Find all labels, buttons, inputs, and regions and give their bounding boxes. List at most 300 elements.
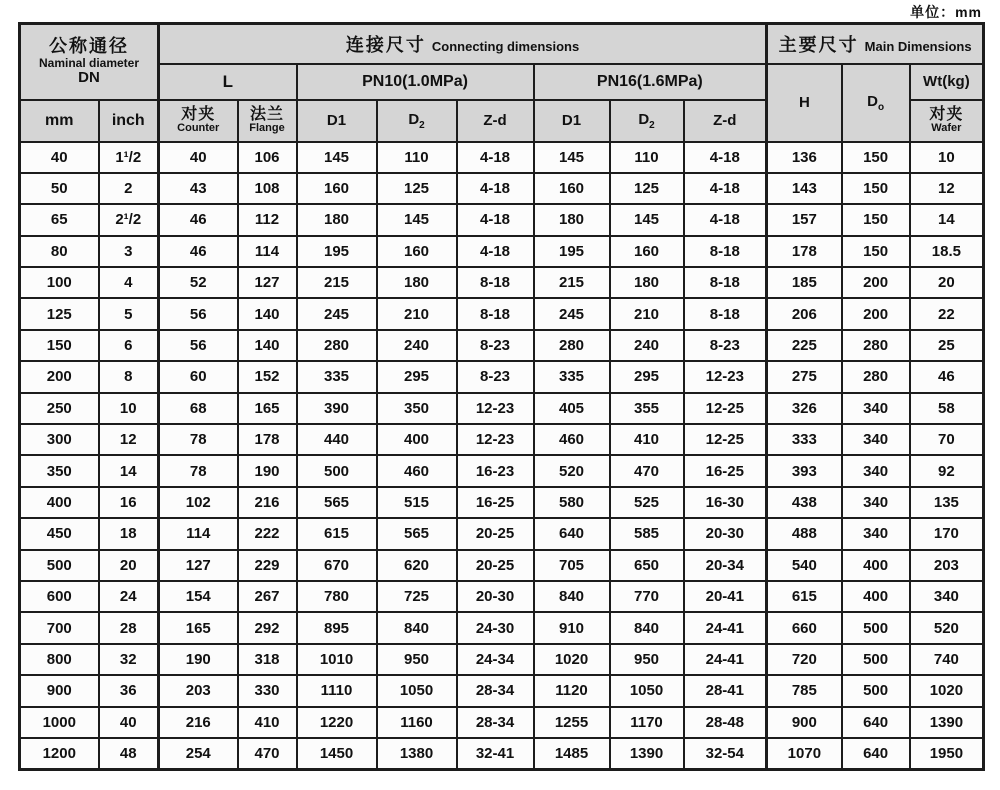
cell: 215 [297, 267, 377, 298]
cell: 5 [99, 298, 159, 329]
cell: 770 [610, 581, 684, 612]
cell: 390 [297, 393, 377, 424]
cell: 160 [377, 236, 457, 267]
cell: 12-23 [457, 424, 534, 455]
cell: 24-30 [457, 612, 534, 643]
cell: 24 [99, 581, 159, 612]
cell: 565 [297, 487, 377, 518]
header-inch: inch [99, 100, 159, 142]
cell: 4 [99, 267, 159, 298]
do-sub: o [877, 101, 885, 113]
cell: 240 [610, 330, 684, 361]
cell: 500 [842, 675, 910, 706]
d2-base: D [408, 110, 420, 128]
table-row [20, 707, 984, 738]
header-pn10: PN10(1.0MPa) [297, 64, 534, 100]
cell: 700 [20, 612, 99, 643]
cell: 1160 [377, 707, 457, 738]
cell: 152 [238, 361, 297, 392]
cell: 580 [534, 487, 610, 518]
main-dimensions-en: Main Dimensions [864, 38, 972, 54]
cell: 8-23 [457, 361, 534, 392]
cell: 520 [910, 612, 984, 643]
cell: 78 [159, 455, 238, 486]
cell: 330 [238, 675, 297, 706]
cell: 8-23 [684, 330, 767, 361]
cell: 393 [767, 455, 842, 486]
cell: 16-23 [457, 455, 534, 486]
cell: 127 [238, 267, 297, 298]
header-nominal-diameter [20, 24, 159, 100]
header-wafer [910, 100, 984, 142]
cell: 705 [534, 550, 610, 581]
table-header [20, 24, 984, 142]
cell: 4-18 [684, 173, 767, 204]
d2-sub: 2 [419, 119, 425, 131]
cell: 250 [20, 393, 99, 424]
cell: 8 [99, 361, 159, 392]
cell: 2¹/2 [99, 204, 159, 235]
flange-en: Flange [249, 122, 285, 135]
cell: 340 [842, 393, 910, 424]
cell: 106 [238, 142, 297, 173]
table-row [20, 581, 984, 612]
cell: 670 [297, 550, 377, 581]
cell: 900 [20, 675, 99, 706]
cell: 180 [377, 267, 457, 298]
cell: 326 [767, 393, 842, 424]
cell: 150 [20, 330, 99, 361]
cell: 145 [534, 142, 610, 173]
cell: 335 [297, 361, 377, 392]
cell: 150 [842, 142, 910, 173]
cell: 70 [910, 424, 984, 455]
cell: 800 [20, 644, 99, 675]
cell: 24-34 [457, 644, 534, 675]
header-do [842, 64, 910, 142]
cell: 6 [99, 330, 159, 361]
cell: 1020 [534, 644, 610, 675]
cell: 78 [159, 424, 238, 455]
cell: 8-23 [457, 330, 534, 361]
cell: 24-41 [684, 612, 767, 643]
cell: 520 [534, 455, 610, 486]
cell: 20 [99, 550, 159, 581]
wafer-zh: 对夹 [929, 105, 964, 123]
cell: 525 [610, 487, 684, 518]
cell: 240 [377, 330, 457, 361]
cell: 4-18 [457, 142, 534, 173]
cell: 46 [159, 204, 238, 235]
cell: 18.5 [910, 236, 984, 267]
cell: 20-25 [457, 550, 534, 581]
cell: 12-23 [457, 393, 534, 424]
cell: 340 [842, 455, 910, 486]
cell: 20 [910, 267, 984, 298]
nominal-diameter-en: Naminal diameter [38, 55, 140, 70]
cell: 52 [159, 267, 238, 298]
cell: 400 [842, 550, 910, 581]
cell: 640 [842, 738, 910, 770]
cell: 460 [377, 455, 457, 486]
cell: 620 [377, 550, 457, 581]
cell: 16 [99, 487, 159, 518]
cell: 1120 [534, 675, 610, 706]
header-zd-pn16: Z-d [684, 100, 767, 142]
cell: 245 [534, 298, 610, 329]
cell: 114 [238, 236, 297, 267]
table-row [20, 361, 984, 392]
cell: 229 [238, 550, 297, 581]
dimensions-table [18, 22, 985, 771]
cell: 216 [238, 487, 297, 518]
cell: 740 [910, 644, 984, 675]
cell: 160 [610, 236, 684, 267]
connecting-en: Connecting dimensions [431, 38, 580, 54]
table-row [20, 142, 984, 173]
header-wt: Wt(kg) [910, 64, 984, 100]
cell: 136 [767, 142, 842, 173]
cell: 68 [159, 393, 238, 424]
cell: 12-25 [684, 393, 767, 424]
table-row [20, 550, 984, 581]
cell: 1¹/2 [99, 142, 159, 173]
main-dimensions-zh: 主要尺寸 [778, 34, 859, 55]
cell: 200 [20, 361, 99, 392]
table-row [20, 267, 984, 298]
cell: 92 [910, 455, 984, 486]
cell: 900 [767, 707, 842, 738]
cell: 32 [99, 644, 159, 675]
cell: 400 [20, 487, 99, 518]
cell: 8-18 [684, 236, 767, 267]
table-row [20, 236, 984, 267]
cell: 170 [910, 518, 984, 549]
cell: 1050 [610, 675, 684, 706]
cell: 56 [159, 330, 238, 361]
cell: 18 [99, 518, 159, 549]
cell: 125 [610, 173, 684, 204]
wafer-en: Wafer [931, 122, 962, 135]
table-row [20, 424, 984, 455]
header-row-groups [20, 24, 984, 64]
table-row [20, 298, 984, 329]
cell: 8-18 [457, 298, 534, 329]
cell: 143 [767, 173, 842, 204]
cell: 190 [238, 455, 297, 486]
cell: 640 [842, 707, 910, 738]
cell: 470 [238, 738, 297, 770]
header-pn16: PN16(1.6MPa) [534, 64, 767, 100]
cell: 28-41 [684, 675, 767, 706]
cell: 405 [534, 393, 610, 424]
cell: 280 [842, 361, 910, 392]
cell: 24-41 [684, 644, 767, 675]
nominal-diameter-code: DN [78, 69, 100, 87]
cell: 1390 [910, 707, 984, 738]
cell: 318 [238, 644, 297, 675]
cell: 145 [377, 204, 457, 235]
header-h: H [767, 64, 842, 142]
cell: 22 [910, 298, 984, 329]
table-row [20, 518, 984, 549]
cell: 1110 [297, 675, 377, 706]
d2-base: D [638, 110, 650, 128]
header-d1-pn10: D1 [297, 100, 377, 142]
cell: 206 [767, 298, 842, 329]
cell: 108 [238, 173, 297, 204]
cell: 12 [910, 173, 984, 204]
cell: 16-25 [457, 487, 534, 518]
table-row [20, 644, 984, 675]
cell: 3 [99, 236, 159, 267]
cell: 195 [297, 236, 377, 267]
cell: 1220 [297, 707, 377, 738]
cell: 210 [377, 298, 457, 329]
cell: 1450 [297, 738, 377, 770]
cell: 58 [910, 393, 984, 424]
cell: 20-25 [457, 518, 534, 549]
cell: 140 [238, 330, 297, 361]
cell: 185 [767, 267, 842, 298]
cell: 150 [842, 236, 910, 267]
cell: 25 [910, 330, 984, 361]
cell: 640 [534, 518, 610, 549]
cell: 16-25 [684, 455, 767, 486]
cell: 267 [238, 581, 297, 612]
cell: 1000 [20, 707, 99, 738]
cell: 8-18 [457, 267, 534, 298]
cell: 4-18 [457, 173, 534, 204]
flange-zh: 法兰 [250, 105, 285, 123]
cell: 32-54 [684, 738, 767, 770]
cell: 1020 [910, 675, 984, 706]
header-zd-pn10: Z-d [457, 100, 534, 142]
header-flange [238, 100, 297, 142]
cell: 895 [297, 612, 377, 643]
table-row [20, 173, 984, 204]
header-mm: mm [20, 100, 99, 142]
cell: 32-41 [457, 738, 534, 770]
cell: 340 [910, 581, 984, 612]
cell: 785 [767, 675, 842, 706]
cell: 280 [842, 330, 910, 361]
cell: 28-34 [457, 675, 534, 706]
connecting-zh: 连接尺寸 [345, 34, 426, 55]
cell: 1255 [534, 707, 610, 738]
cell: 20-30 [684, 518, 767, 549]
cell: 216 [159, 707, 238, 738]
cell: 500 [20, 550, 99, 581]
cell: 1070 [767, 738, 842, 770]
cell: 28 [99, 612, 159, 643]
cell: 140 [238, 298, 297, 329]
cell: 178 [238, 424, 297, 455]
cell: 540 [767, 550, 842, 581]
cell: 12 [99, 424, 159, 455]
cell: 160 [297, 173, 377, 204]
cell: 225 [767, 330, 842, 361]
cell: 135 [910, 487, 984, 518]
cell: 4-18 [457, 236, 534, 267]
cell: 160 [534, 173, 610, 204]
cell: 100 [20, 267, 99, 298]
cell: 20-30 [457, 581, 534, 612]
cell: 350 [20, 455, 99, 486]
cell: 14 [99, 455, 159, 486]
cell: 725 [377, 581, 457, 612]
header-main-dimensions [767, 24, 984, 64]
cell: 145 [610, 204, 684, 235]
cell: 40 [20, 142, 99, 173]
cell: 440 [297, 424, 377, 455]
cell: 615 [297, 518, 377, 549]
cell: 1950 [910, 738, 984, 770]
cell: 150 [842, 173, 910, 204]
cell: 355 [610, 393, 684, 424]
cell: 56 [159, 298, 238, 329]
cell: 500 [842, 644, 910, 675]
cell: 1010 [297, 644, 377, 675]
table-row [20, 675, 984, 706]
unit-label: 单位：mm [910, 4, 982, 20]
cell: 295 [377, 361, 457, 392]
cell: 8-18 [684, 267, 767, 298]
cell: 40 [159, 142, 238, 173]
cell: 20-34 [684, 550, 767, 581]
cell: 203 [910, 550, 984, 581]
cell: 222 [238, 518, 297, 549]
cell: 60 [159, 361, 238, 392]
cell: 1485 [534, 738, 610, 770]
cell: 950 [377, 644, 457, 675]
cell: 1380 [377, 738, 457, 770]
cell: 470 [610, 455, 684, 486]
cell: 1390 [610, 738, 684, 770]
cell: 585 [610, 518, 684, 549]
cell: 333 [767, 424, 842, 455]
cell: 114 [159, 518, 238, 549]
cell: 295 [610, 361, 684, 392]
cell: 180 [534, 204, 610, 235]
cell: 4-18 [684, 142, 767, 173]
cell: 565 [377, 518, 457, 549]
cell: 840 [610, 612, 684, 643]
cell: 1050 [377, 675, 457, 706]
header-row-pressure [20, 64, 984, 100]
cell: 400 [377, 424, 457, 455]
cell: 215 [534, 267, 610, 298]
cell: 300 [20, 424, 99, 455]
cell: 203 [159, 675, 238, 706]
cell: 40 [99, 707, 159, 738]
d2-sub: 2 [649, 119, 655, 131]
cell: 165 [159, 612, 238, 643]
cell: 8-18 [684, 298, 767, 329]
cell: 1200 [20, 738, 99, 770]
cell: 950 [610, 644, 684, 675]
cell: 2 [99, 173, 159, 204]
table-body [20, 142, 984, 770]
cell: 335 [534, 361, 610, 392]
cell: 200 [842, 267, 910, 298]
cell: 127 [159, 550, 238, 581]
cell: 500 [297, 455, 377, 486]
cell: 46 [159, 236, 238, 267]
cell: 145 [297, 142, 377, 173]
cell: 50 [20, 173, 99, 204]
do-base: D [867, 92, 878, 110]
cell: 460 [534, 424, 610, 455]
counter-zh: 对夹 [181, 105, 216, 123]
cell: 650 [610, 550, 684, 581]
table-row [20, 738, 984, 770]
cell: 410 [610, 424, 684, 455]
cell: 10 [99, 393, 159, 424]
cell: 488 [767, 518, 842, 549]
counter-en: Counter [177, 122, 220, 135]
cell: 10 [910, 142, 984, 173]
header-d2-pn10 [377, 100, 457, 142]
cell: 438 [767, 487, 842, 518]
cell: 195 [534, 236, 610, 267]
table-row [20, 330, 984, 361]
cell: 43 [159, 173, 238, 204]
table-row [20, 204, 984, 235]
cell: 178 [767, 236, 842, 267]
cell: 190 [159, 644, 238, 675]
cell: 28-48 [684, 707, 767, 738]
cell: 280 [297, 330, 377, 361]
cell: 65 [20, 204, 99, 235]
cell: 720 [767, 644, 842, 675]
cell: 165 [238, 393, 297, 424]
cell: 910 [534, 612, 610, 643]
cell: 280 [534, 330, 610, 361]
cell: 16-30 [684, 487, 767, 518]
cell: 410 [238, 707, 297, 738]
cell: 200 [842, 298, 910, 329]
cell: 515 [377, 487, 457, 518]
cell: 28-34 [457, 707, 534, 738]
header-connecting-dimensions [159, 24, 767, 64]
cell: 4-18 [684, 204, 767, 235]
cell: 80 [20, 236, 99, 267]
cell: 840 [534, 581, 610, 612]
cell: 110 [610, 142, 684, 173]
cell: 780 [297, 581, 377, 612]
header-l: L [159, 64, 297, 100]
cell: 12-25 [684, 424, 767, 455]
cell: 340 [842, 424, 910, 455]
cell: 340 [842, 518, 910, 549]
cell: 292 [238, 612, 297, 643]
cell: 210 [610, 298, 684, 329]
cell: 36 [99, 675, 159, 706]
cell: 180 [610, 267, 684, 298]
cell: 600 [20, 581, 99, 612]
cell: 350 [377, 393, 457, 424]
cell: 112 [238, 204, 297, 235]
cell: 400 [842, 581, 910, 612]
table-row [20, 487, 984, 518]
cell: 254 [159, 738, 238, 770]
table-row [20, 612, 984, 643]
table-row [20, 455, 984, 486]
cell: 1170 [610, 707, 684, 738]
table-row [20, 393, 984, 424]
cell: 48 [99, 738, 159, 770]
